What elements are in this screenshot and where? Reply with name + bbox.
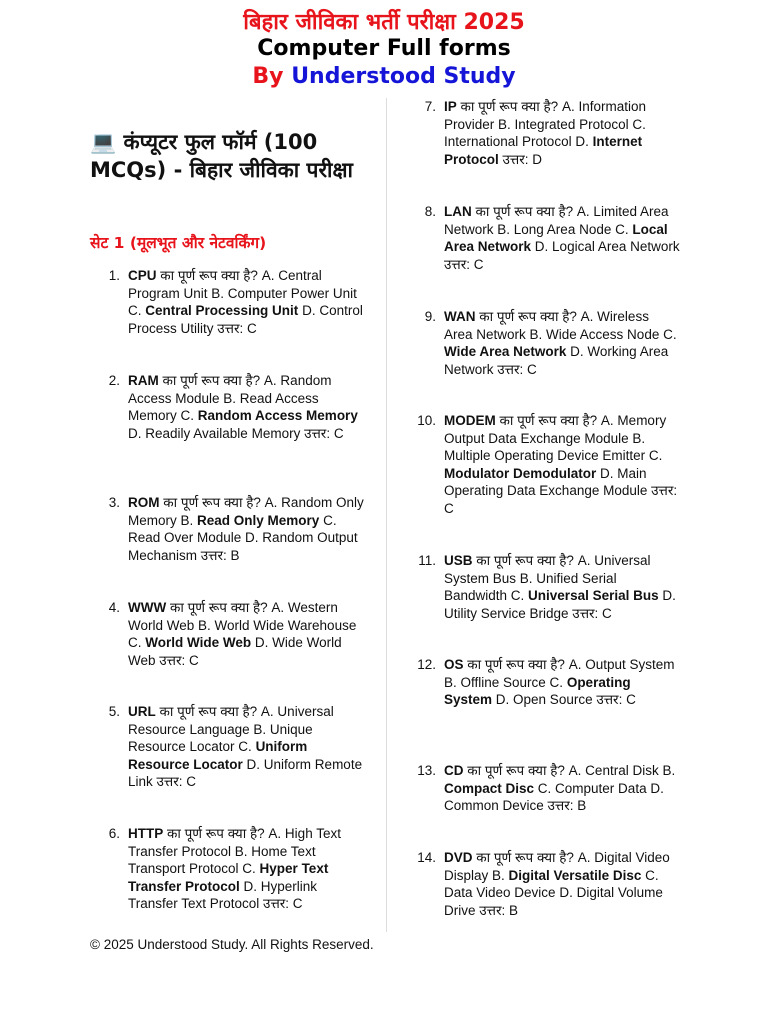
- question-tail: D. Main Operating Data Exchange Module उत्तर: C: [444, 465, 678, 516]
- question-term: CD: [444, 763, 464, 778]
- question-tail: D. Wide World Web उत्तर: C: [128, 635, 342, 668]
- question-text: का पूर्ण रूप क्या है? A. Information Provider B. Integrated Protocol C. International Protocol D.: [444, 99, 646, 149]
- question-tail: उत्तर: D: [498, 151, 543, 167]
- question-term: ROM: [128, 495, 160, 510]
- correct-answer: Modulator Demodulator: [444, 465, 597, 481]
- correct-answer: Universal Serial Bus: [528, 588, 659, 603]
- correct-answer: Compact Disc: [444, 780, 535, 796]
- copyright-footer: © 2025 Understood Study. All Rights Reserved.: [90, 937, 374, 952]
- section-title: 💻 कंप्यूटर फुल फॉर्म (100 MCQs) - बिहार जीविका परीक्षा: [90, 130, 353, 182]
- question-number: 11.: [418, 553, 436, 568]
- question-tail: C. Data Video Device D. Digital Volume Drive उत्तर: B: [444, 867, 663, 918]
- question-tail: D. Uniform Remote Link उत्तर: C: [128, 756, 363, 789]
- question-term: CPU: [128, 268, 157, 283]
- question-text: का पूर्ण रूप क्या है? A. Central Disk B.: [463, 763, 676, 778]
- question-term: MODEM: [444, 413, 496, 428]
- question-tail: D. Control Process Utility उत्तर: C: [128, 303, 363, 336]
- correct-answer: Local Area Network: [444, 221, 668, 254]
- question-number: 7.: [424, 99, 436, 114]
- question-tail: D. Readily Available Memory उत्तर: C: [128, 425, 344, 441]
- question-term: IP: [444, 99, 457, 114]
- question-number: 1.: [108, 268, 120, 283]
- question-number: 5.: [108, 704, 120, 719]
- correct-answer: Internet Protocol: [444, 134, 643, 167]
- question-term: WAN: [444, 309, 476, 324]
- question-term: USB: [444, 553, 473, 568]
- question-number: 14.: [417, 850, 436, 865]
- question-term: DVD: [444, 850, 473, 865]
- question-term: URL: [128, 704, 156, 719]
- header-title: बिहार जीविका भर्ती परीक्षा 2025: [243, 10, 525, 35]
- question-term: RAM: [128, 373, 159, 388]
- question-term: WWW: [128, 600, 167, 615]
- question-term: LAN: [444, 204, 472, 219]
- question-text: का पूर्ण रूप क्या है? A. Memory Output Data Exchange Module B. Multiple Operating Device Emitter C.: [444, 413, 667, 463]
- question-tail: D. Utility Service Bridge उत्तर: C: [444, 588, 676, 621]
- question-term: OS: [444, 657, 464, 672]
- question-number: 9.: [424, 309, 436, 324]
- set-label: सेट 1 (मूलभूत और नेटवर्किंग): [90, 234, 267, 252]
- correct-answer: Random Access Memory: [197, 408, 358, 423]
- question-text: का पूर्ण रूप क्या है? A. High Text Transfer Protocol B. Home Text Transport Protocol C.: [128, 826, 341, 876]
- correct-answer: Read Only Memory: [197, 512, 320, 528]
- question-text: का पूर्ण रूप क्या है? A. Universal System Bus B. Unified Serial Bandwidth C.: [444, 553, 651, 603]
- question-tail: D. Working Area Network उत्तर: C: [444, 344, 669, 377]
- byline-by: By: [252, 64, 284, 89]
- header-subtitle: Computer Full forms: [257, 36, 511, 61]
- question-text: का पूर्ण रूप क्या है? A. Limited Area Network B. Long Area Node C.: [444, 204, 669, 237]
- question-number: 6.: [108, 826, 120, 841]
- question-number: 3.: [108, 495, 120, 510]
- question-text: का पूर्ण रूप क्या है? A. Random Access Module B. Read Access Memory C.: [128, 373, 332, 423]
- question-term: HTTP: [128, 826, 164, 841]
- question-tail: D. Open Source उत्तर: C: [492, 692, 636, 707]
- question-number: 2.: [108, 373, 120, 388]
- question-text: का पूर्ण रूप क्या है? A. Universal Resource Language B. Unique Resource Locator C.: [128, 704, 334, 754]
- question-text: का पूर्ण रूप क्या है? A. Random Only Memory B.: [128, 495, 364, 528]
- question-number: 10.: [417, 413, 436, 428]
- question-tail: D. Logical Area Network उत्तर: C: [444, 239, 680, 272]
- correct-answer: World Wide Web: [145, 635, 252, 650]
- question-number: 13.: [417, 763, 436, 778]
- question-text: का पूर्ण रूप क्या है? A. Central Program Unit B. Computer Power Unit C.: [128, 268, 357, 318]
- question-text: का पूर्ण रूप क्या है? A. Wireless Area Network B. Wide Access Node C.: [444, 309, 677, 342]
- correct-answer: Central Processing Unit: [145, 303, 299, 318]
- correct-answer: Wide Area Network: [444, 344, 567, 359]
- question-tail: D. Hyperlink Transfer Text Protocol उत्तर: C: [128, 878, 318, 911]
- question-text: का पूर्ण रूप क्या है? A. Output System B. Offline Source C.: [444, 657, 675, 690]
- correct-answer: Operating System: [444, 674, 631, 707]
- column-divider: [386, 98, 387, 932]
- question-tail: C. Read Over Module D. Random Output Mechanism उत्तर: B: [128, 512, 358, 563]
- question-number: 12.: [417, 657, 436, 672]
- question-text: का पूर्ण रूप क्या है? A. Western World Web B. World Wide Warehouse C.: [128, 600, 357, 650]
- question-tail: C. Computer Data D. Common Device उत्तर: B: [444, 780, 664, 813]
- correct-answer: Hyper Text Transfer Protocol: [128, 861, 329, 894]
- correct-answer: Digital Versatile Disc: [508, 867, 642, 883]
- question-number: 8.: [424, 204, 436, 219]
- question-text: का पूर्ण रूप क्या है? A. Digital Video Display B.: [444, 850, 670, 883]
- header-byline: [0, 64, 768, 89]
- correct-answer: Uniform Resource Locator: [128, 739, 308, 772]
- question-number: 4.: [108, 600, 120, 615]
- byline-org: Understood Study: [291, 64, 516, 89]
